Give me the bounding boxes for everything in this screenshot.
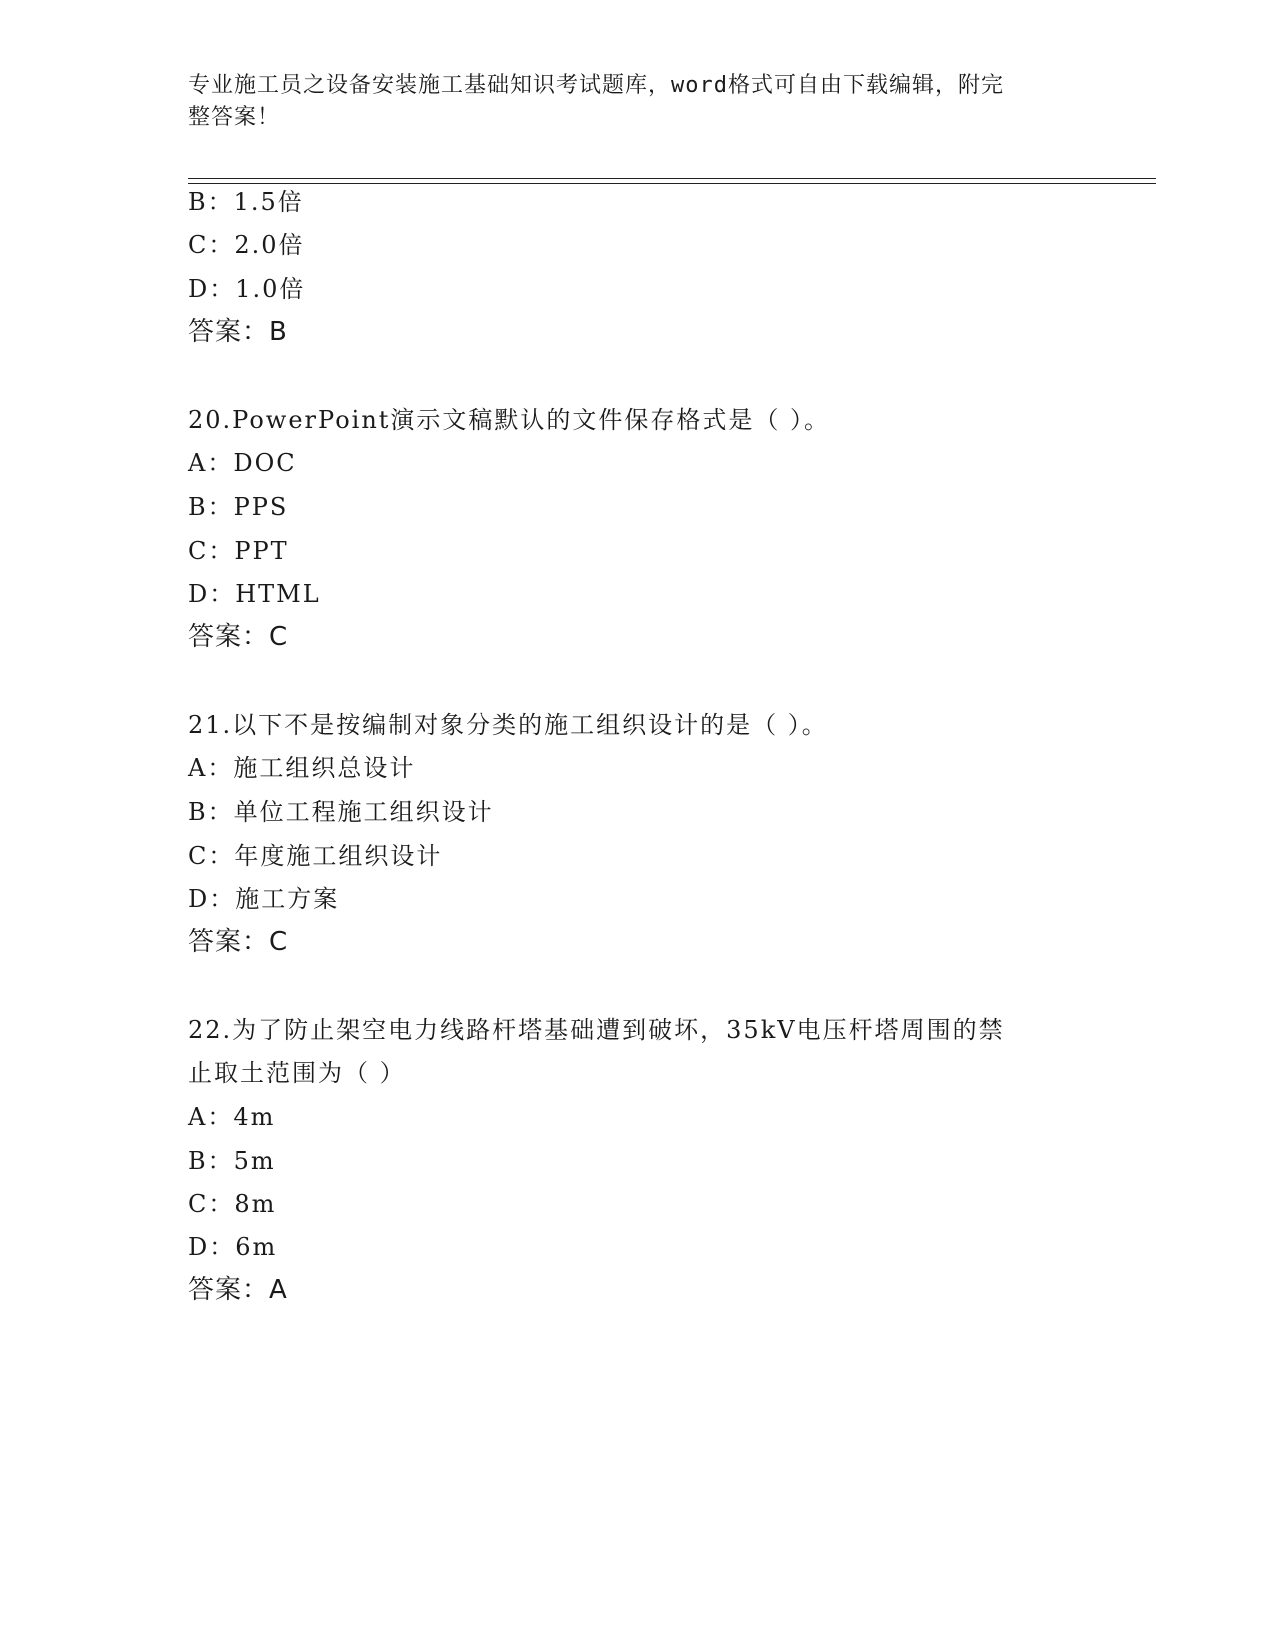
header-rule-top — [188, 178, 1156, 179]
q20-answer: 答案：C — [188, 622, 289, 652]
prev-option-b: B：1.5倍 — [188, 188, 304, 216]
q20-question: 20.PowerPoint演示文稿默认的文件保存格式是（ ）。 — [188, 406, 831, 434]
q22-option-c: C：8m — [188, 1190, 277, 1218]
q22-question-line-2: 止取土范围为（ ） — [188, 1059, 406, 1087]
q22-option-a: A：4m — [188, 1103, 276, 1131]
q20-option-c: C：PPT — [188, 537, 289, 565]
q21-question: 21.以下不是按编制对象分类的施工组织设计的是（ ）。 — [188, 711, 828, 739]
prev-option-d: D：1.0倍 — [188, 275, 306, 303]
header-rule-bottom — [188, 183, 1156, 184]
header-line-2: 整答案！ — [188, 105, 281, 130]
document-header — [188, 70, 1068, 134]
prev-option-c: C：2.0倍 — [188, 231, 305, 259]
prev-answer: 答案：B — [188, 317, 288, 347]
q22-option-b: B：5m — [188, 1147, 276, 1175]
q22-answer: 答案：A — [188, 1275, 288, 1305]
q20-option-a: A：DOC — [188, 449, 297, 477]
q21-option-d: D：施工方案 — [188, 885, 340, 913]
q22-question-line-1: 22.为了防止架空电力线路杆塔基础遭到破坏，35kV电压杆塔周围的禁 — [188, 1016, 1005, 1044]
q21-option-b: B：单位工程施工组织设计 — [188, 798, 494, 826]
q22-option-d: D：6m — [188, 1233, 278, 1261]
q20-option-b: B：PPS — [188, 493, 289, 521]
q21-option-c: C：年度施工组织设计 — [188, 842, 443, 870]
q21-option-a: A：施工组织总设计 — [188, 754, 416, 782]
q20-option-d: D：HTML — [188, 580, 321, 608]
header-line-1: 专业施工员之设备安装施工基础知识考试题库，word格式可自由下载编辑，附完 — [188, 73, 1004, 98]
q21-answer: 答案：C — [188, 927, 289, 957]
